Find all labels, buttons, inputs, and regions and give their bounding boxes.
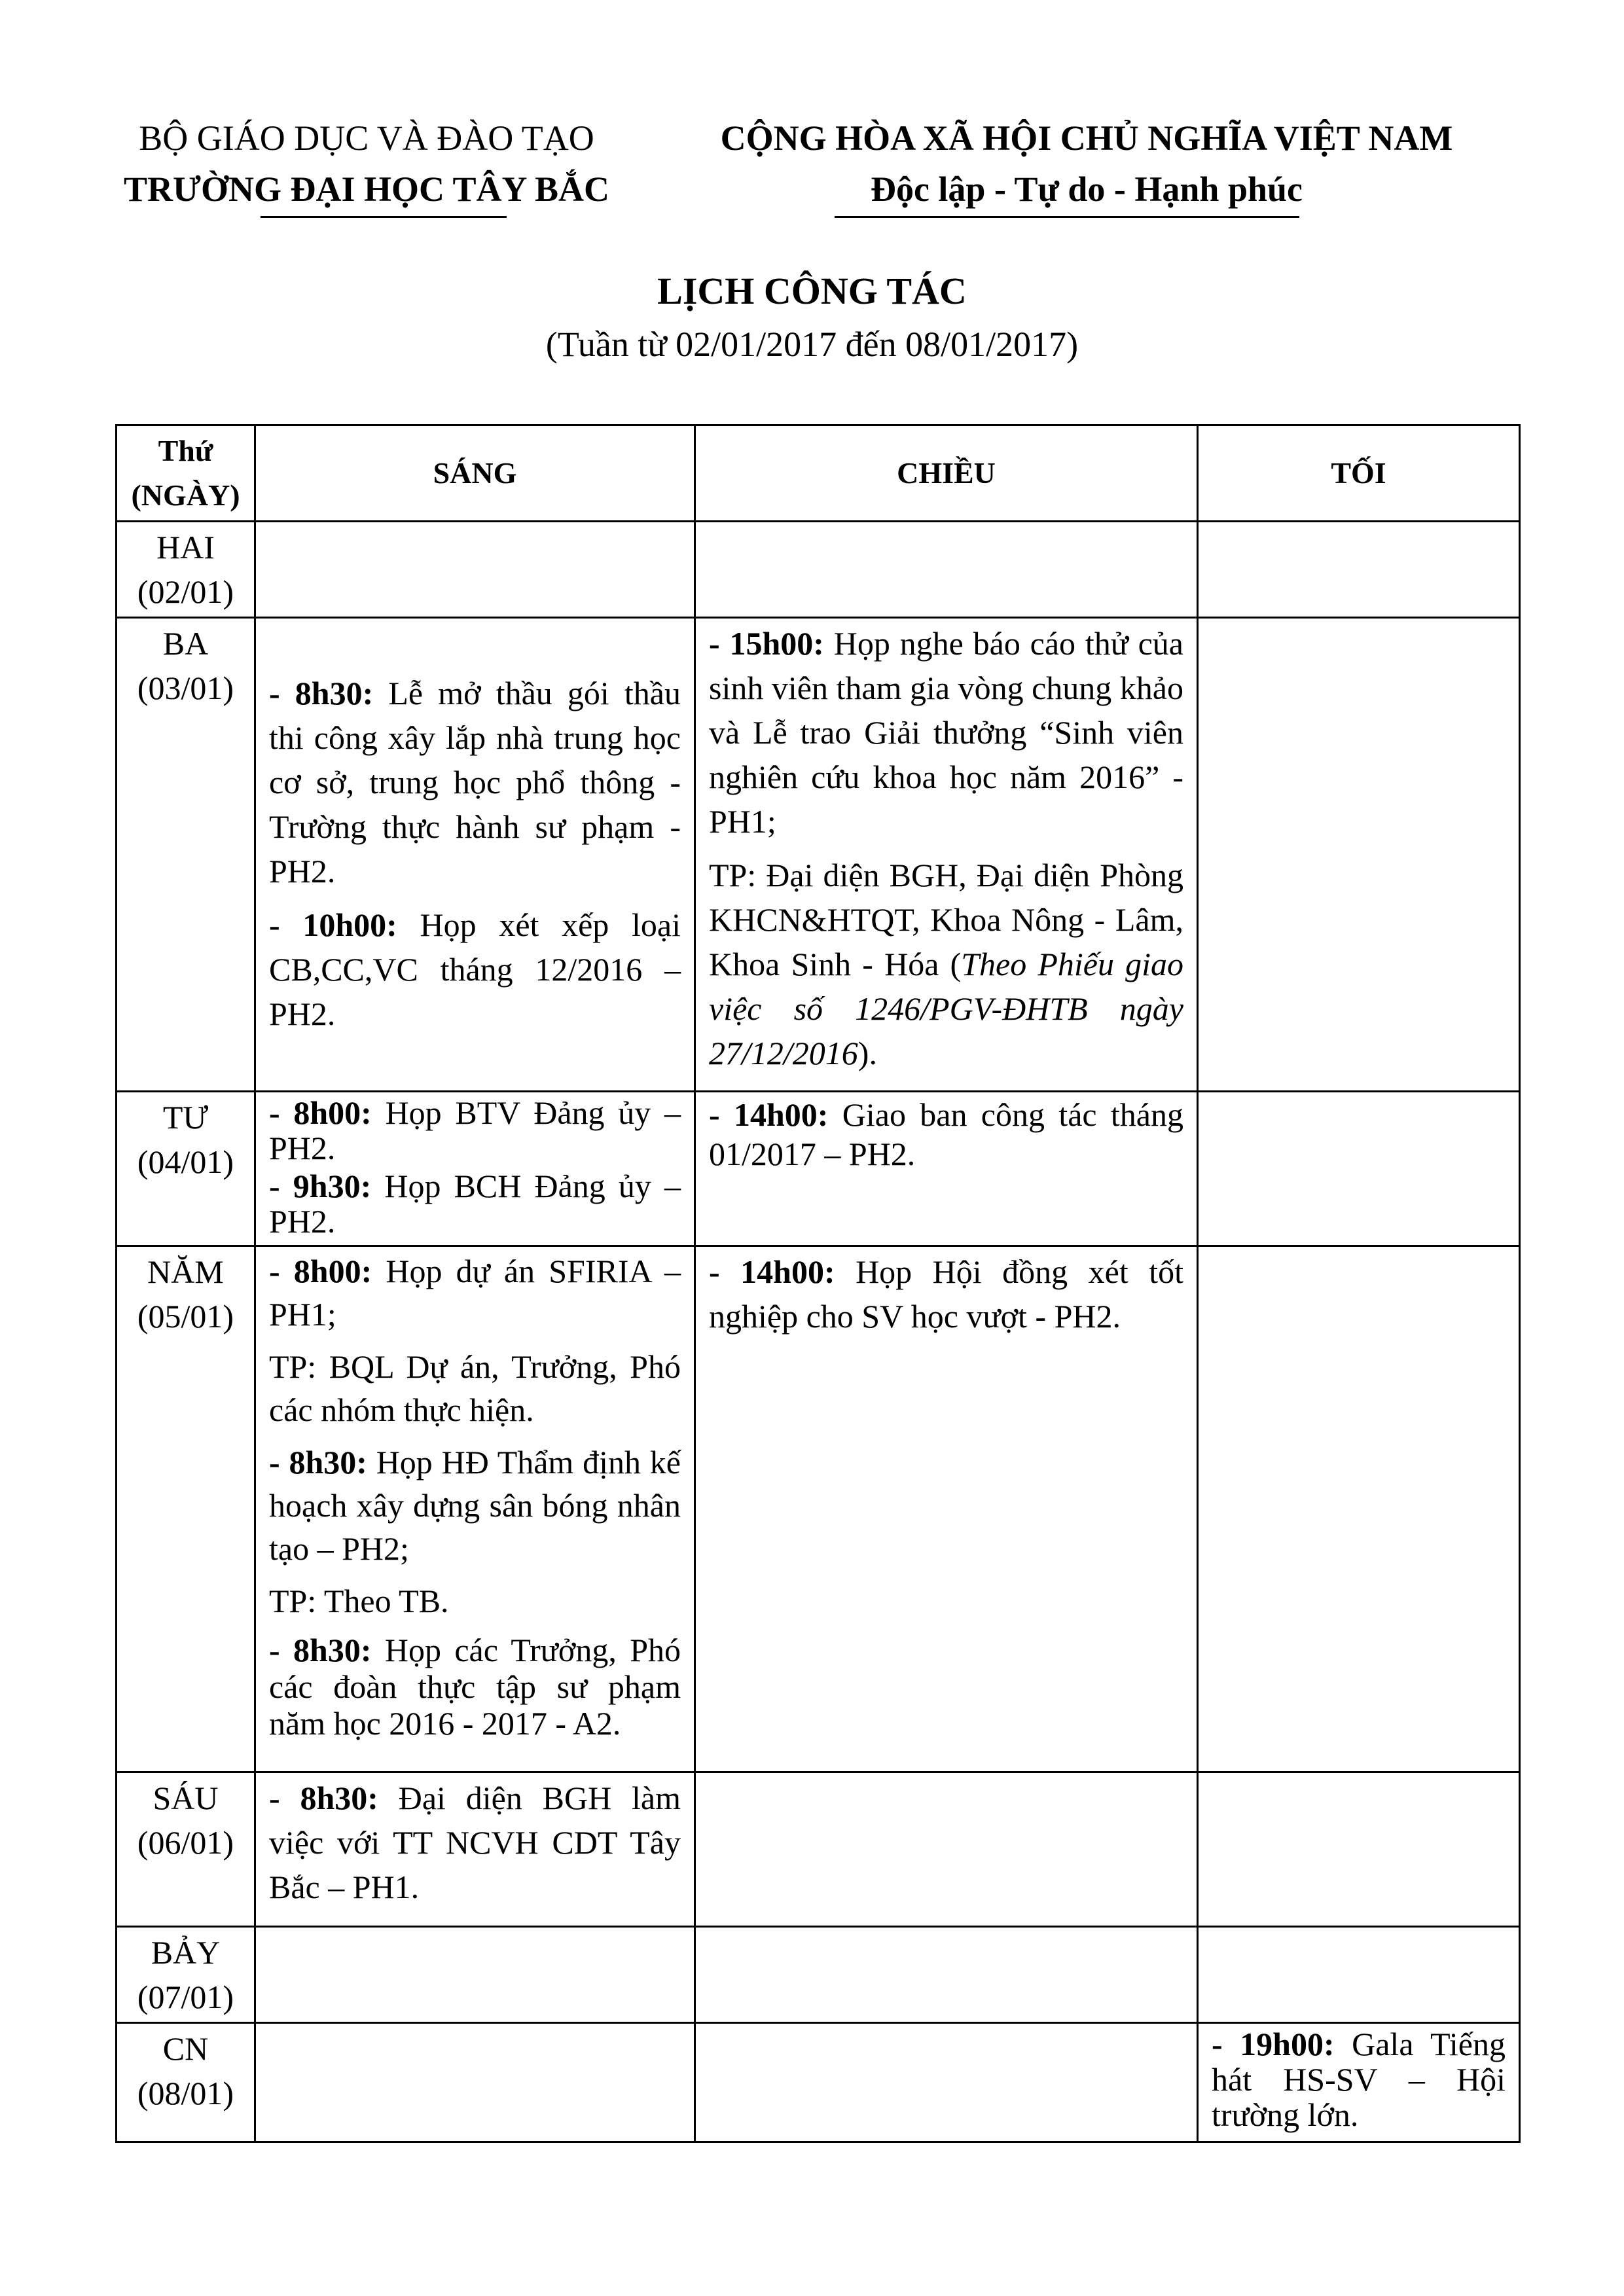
entry-text: TP: Đại diện BGH, Đại diện Phòng KHCN&HTQT, Khoa Nông - Lâm, Khoa Sinh - Hóa (: [709, 857, 1183, 982]
table-row: [117, 1246, 1520, 1772]
entry-tail: ).: [857, 1035, 877, 1071]
evening-column-header: TỐI: [1198, 425, 1520, 522]
entry-time: - 8h00:: [269, 1253, 372, 1289]
table-row: [117, 2023, 1520, 2142]
schedule-entry: [269, 1168, 681, 1239]
entry-time: - 8h30:: [269, 1780, 378, 1816]
day-name: NĂM: [147, 1253, 224, 1290]
issuer-block: [105, 113, 628, 215]
schedule-entry: [269, 671, 681, 893]
table-row: [117, 1927, 1520, 2023]
schedule-entry: [269, 1632, 681, 1742]
day-date: (04/01): [137, 1143, 234, 1180]
entry-time: - 15h00:: [709, 625, 824, 662]
entry-time: - 8h30:: [269, 675, 374, 711]
entry-text: Giao ban công tác tháng 01/2017 – PH2.: [709, 1096, 1184, 1172]
entry-time: - 14h00:: [709, 1096, 829, 1133]
schedule-entry: [709, 1249, 1183, 1338]
morning-cell: [255, 1246, 695, 1772]
schedule-entry: [1212, 2026, 1506, 2132]
entry-time: - 8h30:: [269, 1632, 372, 1668]
morning-cell: [255, 522, 695, 618]
entry-time: - 10h00:: [269, 906, 397, 943]
day-name: SÁU: [153, 1780, 219, 1816]
morning-cell: [255, 1092, 695, 1246]
evening-cell: [1198, 2023, 1520, 2142]
table-row: [117, 522, 1520, 618]
schedule-entry: [269, 1249, 681, 1336]
morning-cell: [255, 1772, 695, 1927]
day-date: (07/01): [137, 1979, 234, 2015]
afternoon-cell: [695, 618, 1198, 1092]
schedule-entry: [269, 1345, 681, 1431]
entry-time: - 9h30:: [269, 1168, 372, 1204]
entry-text: Lễ mở thầu gói thầu thi công xây lắp nhà trung học cơ sở, trung học phổ thông - Trường thực hành sư phạm - PH2.: [269, 675, 681, 889]
evening-cell: [1198, 1772, 1520, 1927]
university-name: TRƯỜNG ĐẠI HỌC TÂY BẮC: [123, 170, 610, 209]
morning-cell: [255, 1927, 695, 2023]
entry-text: Họp dự án SFIRIA – PH1;: [269, 1253, 681, 1333]
day-cell: [117, 522, 255, 618]
entry-reference: Theo Phiếu giao việc số 1246/PGV-ĐHTB ngày 27/12/2016: [709, 946, 1183, 1071]
entry-text: Họp BCH Đảng ủy – PH2.: [269, 1168, 681, 1240]
day-column-header: [117, 425, 255, 522]
day-date: (02/01): [137, 573, 234, 610]
day-date: (08/01): [137, 2075, 234, 2111]
entry-text: Họp Hội đồng xét tốt nghiệp cho SV học vượt - PH2.: [709, 1253, 1183, 1335]
day-name: BẢY: [151, 1934, 221, 1971]
afternoon-cell: [695, 1927, 1198, 2023]
afternoon-cell: [695, 1772, 1198, 1927]
day-name: CN: [162, 2030, 209, 2067]
schedule-entry: [269, 1776, 681, 1909]
day-name: BA: [162, 625, 209, 662]
table-row: [117, 618, 1520, 1092]
morning-column-header: SÁNG: [255, 425, 695, 522]
entry-text: Họp BTV Đảng ủy – PH2.: [269, 1094, 681, 1166]
day-cell: [117, 1927, 255, 2023]
country-name: CỘNG HÒA XÃ HỘI CHỦ NGHĨA VIỆT NAM: [720, 118, 1453, 158]
entry-text: Đại diện BGH làm việc với TT NCVH CDT Tây Bắc – PH1.: [269, 1780, 681, 1905]
day-cell: [117, 1246, 255, 1772]
motto-underline: [835, 216, 1299, 218]
afternoon-cell: [695, 2023, 1198, 2142]
afternoon-cell: [695, 1246, 1198, 1772]
day-name: HAI: [156, 529, 215, 565]
entry-text: Họp nghe báo cáo thử của sinh viên tham gia vòng chung khảo và Lễ trao Giải thưởng “Sinh viên nghiên cứu khoa học năm 2016” - PH1;: [709, 625, 1183, 840]
entry-text: TP: Theo TB.: [269, 1583, 449, 1619]
national-motto: Độc lập - Tự do - Hạnh phúc: [870, 170, 1303, 209]
table-header-row: [117, 425, 1520, 522]
evening-cell: [1198, 1092, 1520, 1246]
entry-time: - 8h30:: [269, 1444, 367, 1480]
entry-text: Họp các Trưởng, Phó các đoàn thực tập sư phạm năm học 2016 - 2017 - A2.: [269, 1632, 681, 1742]
day-cell: [117, 618, 255, 1092]
day-date: (06/01): [137, 1824, 234, 1861]
national-header-block: [681, 113, 1492, 215]
ministry-name: BỘ GIÁO DỤC VÀ ĐÀO TẠO: [139, 118, 594, 158]
day-cell: [117, 2023, 255, 2142]
entry-text: Họp xét xếp loại CB,CC,VC tháng 12/2016 – PH2.: [269, 906, 681, 1032]
schedule-entry: [269, 1095, 681, 1166]
entry-text: Gala Tiếng hát HS-SV – Hội trường lớn.: [1212, 2026, 1506, 2133]
afternoon-column-header: CHIỀU: [695, 425, 1198, 522]
document-title: LỊCH CÔNG TÁC: [657, 270, 967, 312]
evening-cell: [1198, 522, 1520, 618]
day-header-line2: (NGÀY): [131, 478, 240, 512]
morning-cell: [255, 2023, 695, 2142]
entry-text: TP: BQL Dự án, Trưởng, Phó các nhóm thực hiện.: [269, 1348, 681, 1428]
university-underline: [261, 216, 507, 218]
day-date: (03/01): [137, 670, 234, 706]
schedule-entry: [709, 1095, 1183, 1174]
day-name: TƯ: [162, 1099, 209, 1136]
day-date: (05/01): [137, 1298, 234, 1335]
morning-cell: [255, 618, 695, 1092]
schedule-entry: [709, 853, 1183, 1075]
document-subtitle: (Tuần từ 02/01/2017 đến 08/01/2017): [545, 325, 1079, 364]
schedule-entry: [269, 1441, 681, 1570]
entry-time: - 14h00:: [709, 1253, 835, 1290]
evening-cell: [1198, 618, 1520, 1092]
schedule-entry: [709, 621, 1183, 844]
entry-time: - 19h00:: [1212, 2026, 1335, 2062]
evening-cell: [1198, 1246, 1520, 1772]
day-header-line1: Thứ: [158, 434, 213, 467]
entry-time: - 8h00:: [269, 1094, 372, 1131]
day-cell: [117, 1092, 255, 1246]
schedule-entry: [269, 1579, 681, 1623]
schedule-table: [115, 424, 1521, 2143]
entry-text: Họp HĐ Thẩm định kế hoạch xây dựng sân bóng nhân tạo – PH2;: [269, 1444, 681, 1567]
afternoon-cell: [695, 1092, 1198, 1246]
afternoon-cell: [695, 522, 1198, 618]
evening-cell: [1198, 1927, 1520, 2023]
table-row: [117, 1092, 1520, 1246]
table-row: [117, 1772, 1520, 1927]
day-cell: [117, 1772, 255, 1927]
schedule-entry: [269, 903, 681, 1036]
